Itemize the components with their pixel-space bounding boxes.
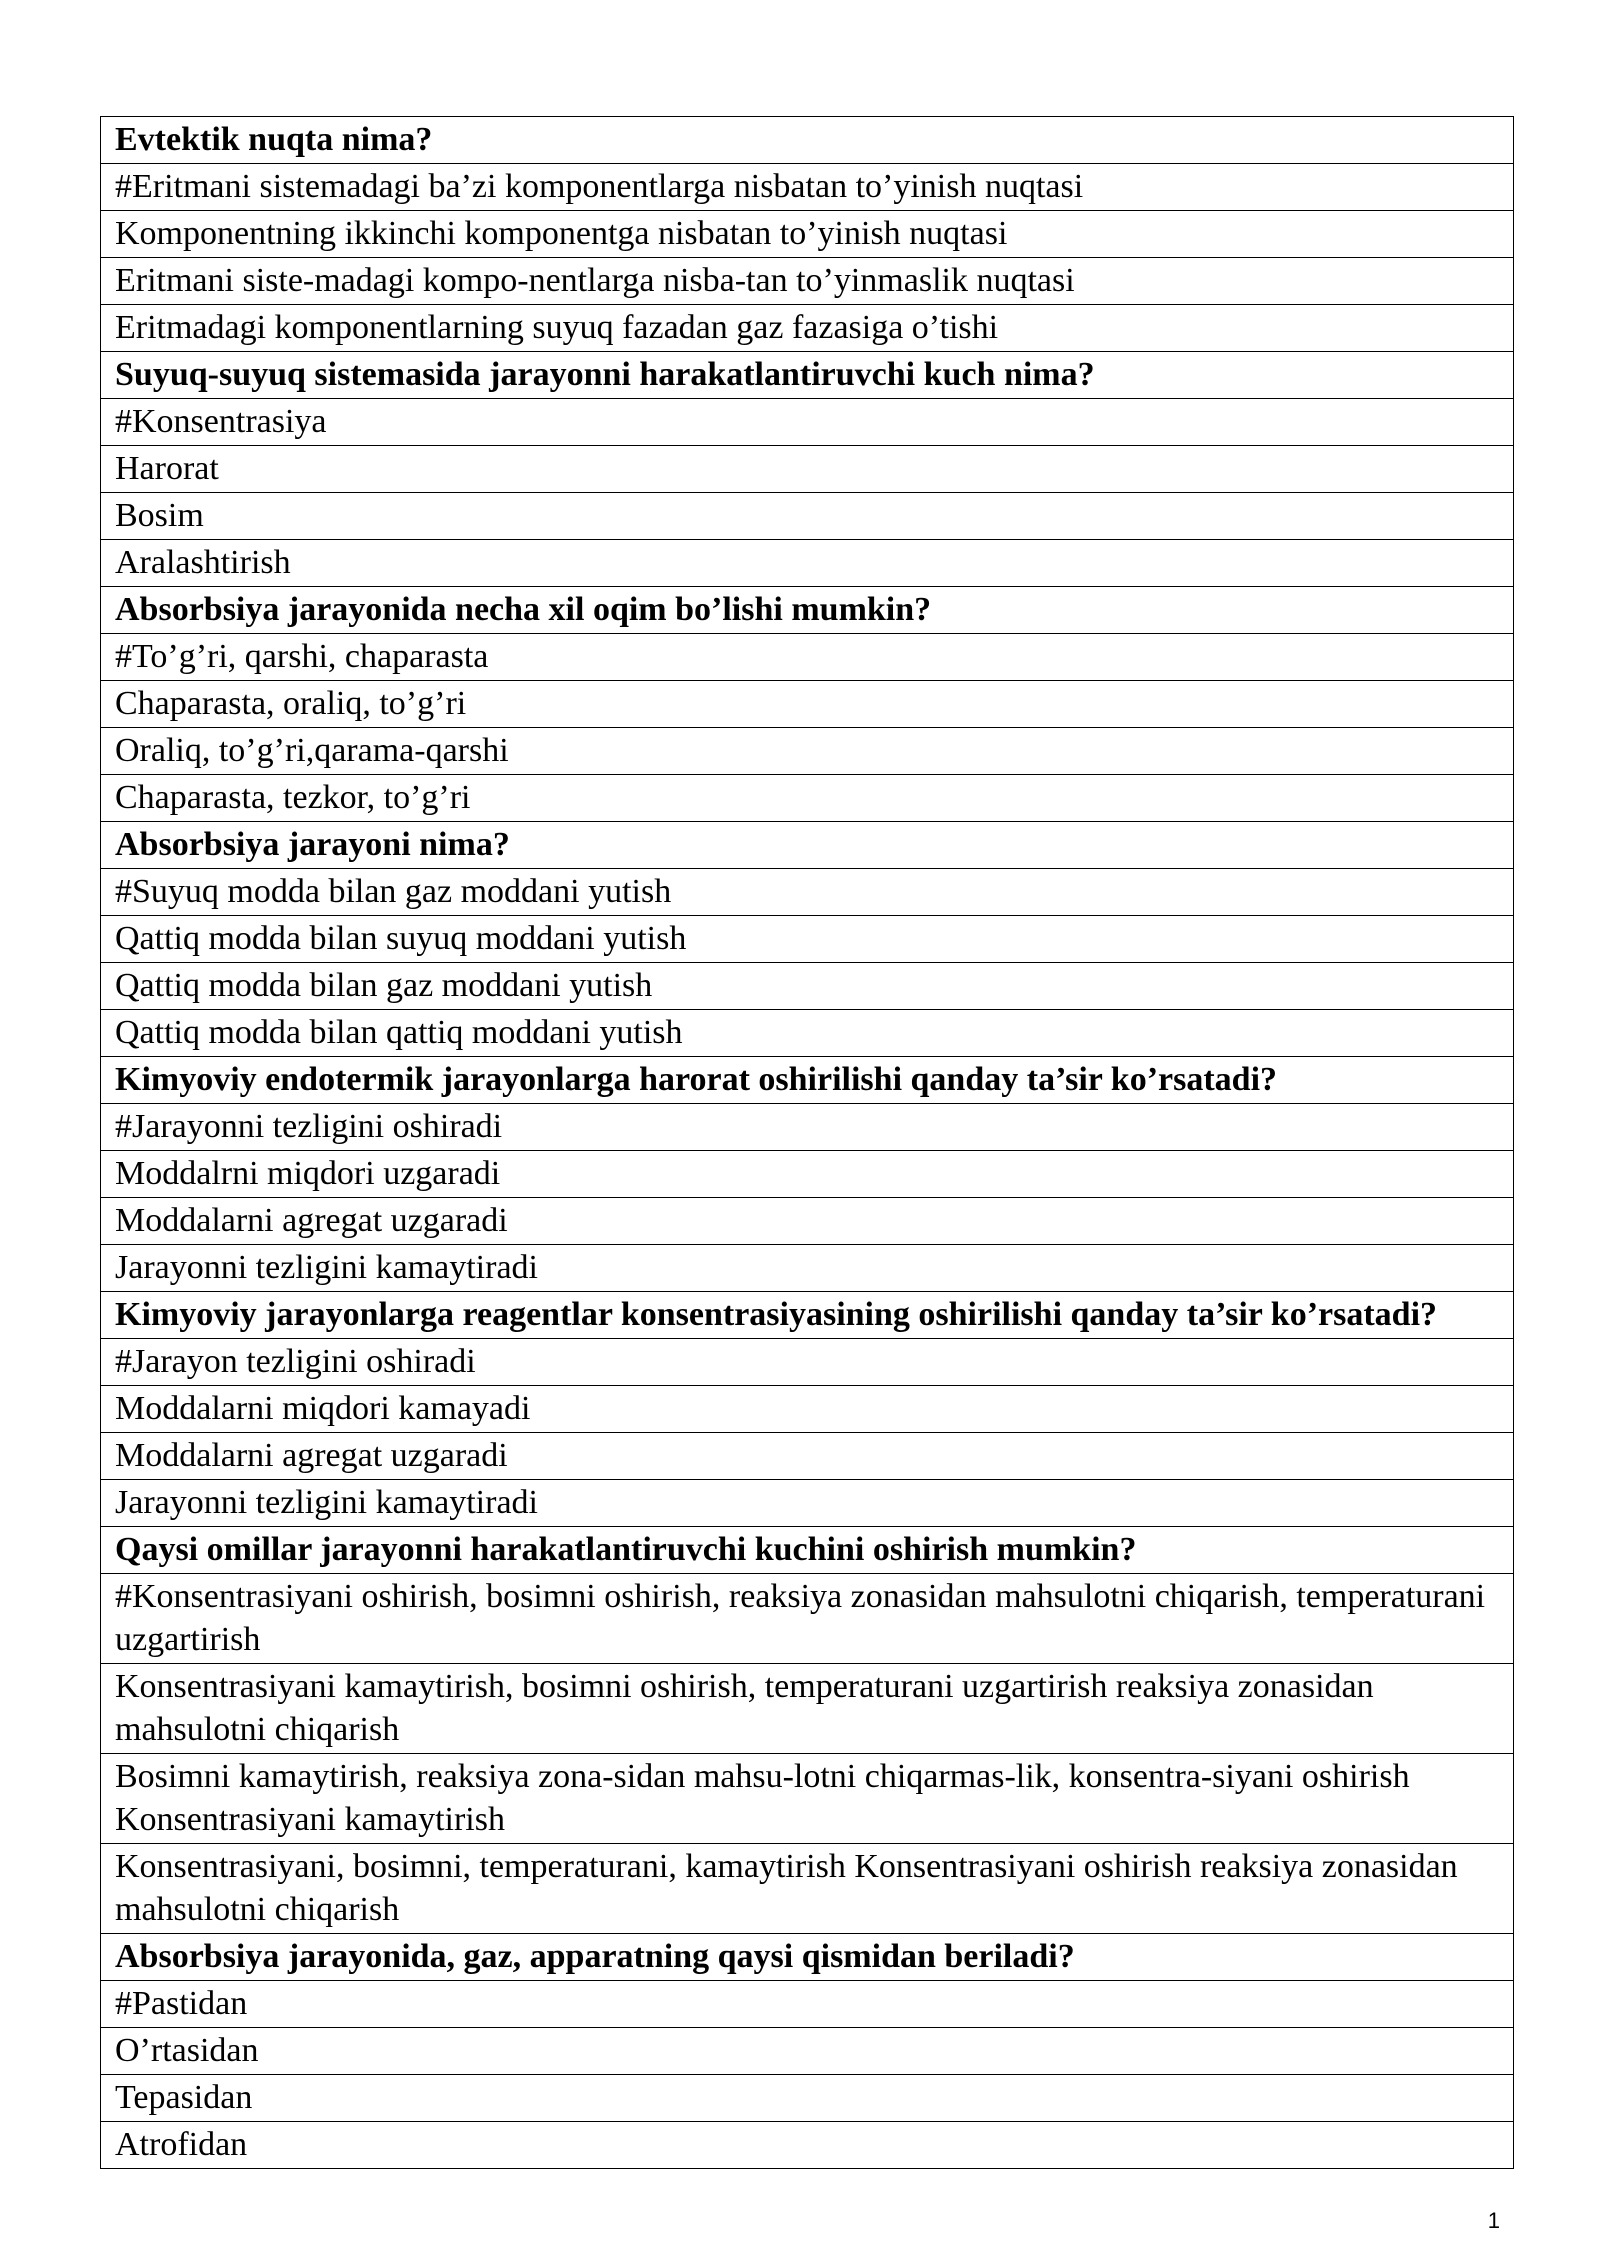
answer-row [101,1151,1514,1198]
answer-text: #Konsentrasiyani oshirish, bosimni oshirish, reaksiya zonasidan mahsulotni chiqarish, temperaturani uzgartirish [101,1574,1514,1664]
answer-row [101,1574,1514,1664]
answer-text: #Suyuq modda bilan gaz moddani yutish [101,869,1514,916]
question-row [101,1292,1514,1339]
answer-row [101,258,1514,305]
answer-text: Bosimni kamaytirish, reaksiya zona-sidan mahsu-lotni chiqarmas-lik, konsentra-siyani oshirish Konsentrasiyani kamaytirish [101,1754,1514,1844]
question-row [101,1934,1514,1981]
answer-text: Moddalarni miqdori kamayadi [101,1386,1514,1433]
answer-row [101,1339,1514,1386]
answer-row [101,775,1514,822]
answer-row [101,1245,1514,1292]
answer-text: Aralashtirish [101,540,1514,587]
question-text: Qaysi omillar jarayonni harakatlantiruvchi kuchini oshirish mumkin? [101,1527,1514,1574]
answer-text: #Jarayon tezligini oshiradi [101,1339,1514,1386]
question-text: Absorbsiya jarayonida necha xil oqim bo’lishi mumkin? [101,587,1514,634]
answer-text: O’rtasidan [101,2028,1514,2075]
answer-row [101,2122,1514,2169]
answer-row [101,1104,1514,1151]
answer-text: Chaparasta, tezkor, to’g’ri [101,775,1514,822]
answer-text: Qattiq modda bilan suyuq moddani yutish [101,916,1514,963]
question-row [101,1527,1514,1574]
question-text: Suyuq-suyuq sistemasida jarayonni harakatlantiruvchi kuch nima? [101,352,1514,399]
question-text: Kimyoviy jarayonlarga reagentlar konsentrasiyasining oshirilishi qanday ta’sir ko’rsatadi? [101,1292,1514,1339]
question-text: Evtektik nuqta nima? [101,117,1514,164]
question-row [101,352,1514,399]
question-row [101,587,1514,634]
answer-text: Oraliq, to’g’ri,qarama-qarshi [101,728,1514,775]
quiz-table [100,116,1514,2169]
question-row [101,1057,1514,1104]
answer-text: Komponentning ikkinchi komponentga nisbatan to’yinish nuqtasi [101,211,1514,258]
answer-text: Moddalarni agregat uzgaradi [101,1198,1514,1245]
answer-text: Jarayonni tezligini kamaytiradi [101,1245,1514,1292]
answer-text: #Konsentrasiya [101,399,1514,446]
answer-row [101,1386,1514,1433]
answer-text: Qattiq modda bilan gaz moddani yutish [101,963,1514,1010]
answer-row [101,1981,1514,2028]
answer-row [101,399,1514,446]
question-text: Kimyoviy endotermik jarayonlarga harorat oshirilishi qanday ta’sir ko’rsatadi? [101,1057,1514,1104]
answer-row [101,305,1514,352]
answer-text: Tepasidan [101,2075,1514,2122]
answer-row [101,728,1514,775]
answer-row [101,1480,1514,1527]
answer-text: #Jarayonni tezligini oshiradi [101,1104,1514,1151]
answer-row [101,540,1514,587]
answer-row [101,1844,1514,1934]
answer-text: Konsentrasiyani, bosimni, temperaturani, kamaytirish Konsentrasiyani oshirish reaksiya zonasidan mahsulotni chiqarish [101,1844,1514,1934]
answer-row [101,164,1514,211]
page-number: 1 [1487,2208,1500,2233]
answer-row [101,1664,1514,1754]
answer-text: Atrofidan [101,2122,1514,2169]
answer-row [101,493,1514,540]
answer-row [101,1754,1514,1844]
answer-text: Eritmani siste-madagi kompo-nentlarga nisba-tan to’yinmaslik nuqtasi [101,258,1514,305]
answer-text: Konsentrasiyani kamaytirish, bosimni oshirish, temperaturani uzgartirish reaksiya zonasidan mahsulotni chiqarish [101,1664,1514,1754]
question-text: Absorbsiya jarayoni nima? [101,822,1514,869]
answer-text: Chaparasta, oraliq, to’g’ri [101,681,1514,728]
answer-row [101,1198,1514,1245]
answer-text: Moddalrni miqdori uzgaradi [101,1151,1514,1198]
answer-row [101,211,1514,258]
answer-text: Moddalarni agregat uzgaradi [101,1433,1514,1480]
answer-row [101,963,1514,1010]
answer-row [101,681,1514,728]
answer-row [101,2075,1514,2122]
answer-text: #Pastidan [101,1981,1514,2028]
answer-row [101,1010,1514,1057]
answer-text: Harorat [101,446,1514,493]
answer-text: #To’g’ri, qarshi, chaparasta [101,634,1514,681]
answer-text: Qattiq modda bilan qattiq moddani yutish [101,1010,1514,1057]
answer-text: Eritmadagi komponentlarning suyuq fazadan gaz fazasiga o’tishi [101,305,1514,352]
quiz-body [101,117,1514,2169]
answer-text: Bosim [101,493,1514,540]
answer-row [101,869,1514,916]
answer-row [101,634,1514,681]
answer-row [101,916,1514,963]
answer-row [101,2028,1514,2075]
answer-row [101,1433,1514,1480]
question-row [101,117,1514,164]
answer-row [101,446,1514,493]
answer-text: #Eritmani sistemadagi ba’zi komponentlarga nisbatan to’yinish nuqtasi [101,164,1514,211]
question-text: Absorbsiya jarayonida, gaz, apparatning qaysi qismidan beriladi? [101,1934,1514,1981]
question-row [101,822,1514,869]
answer-text: Jarayonni tezligini kamaytiradi [101,1480,1514,1527]
